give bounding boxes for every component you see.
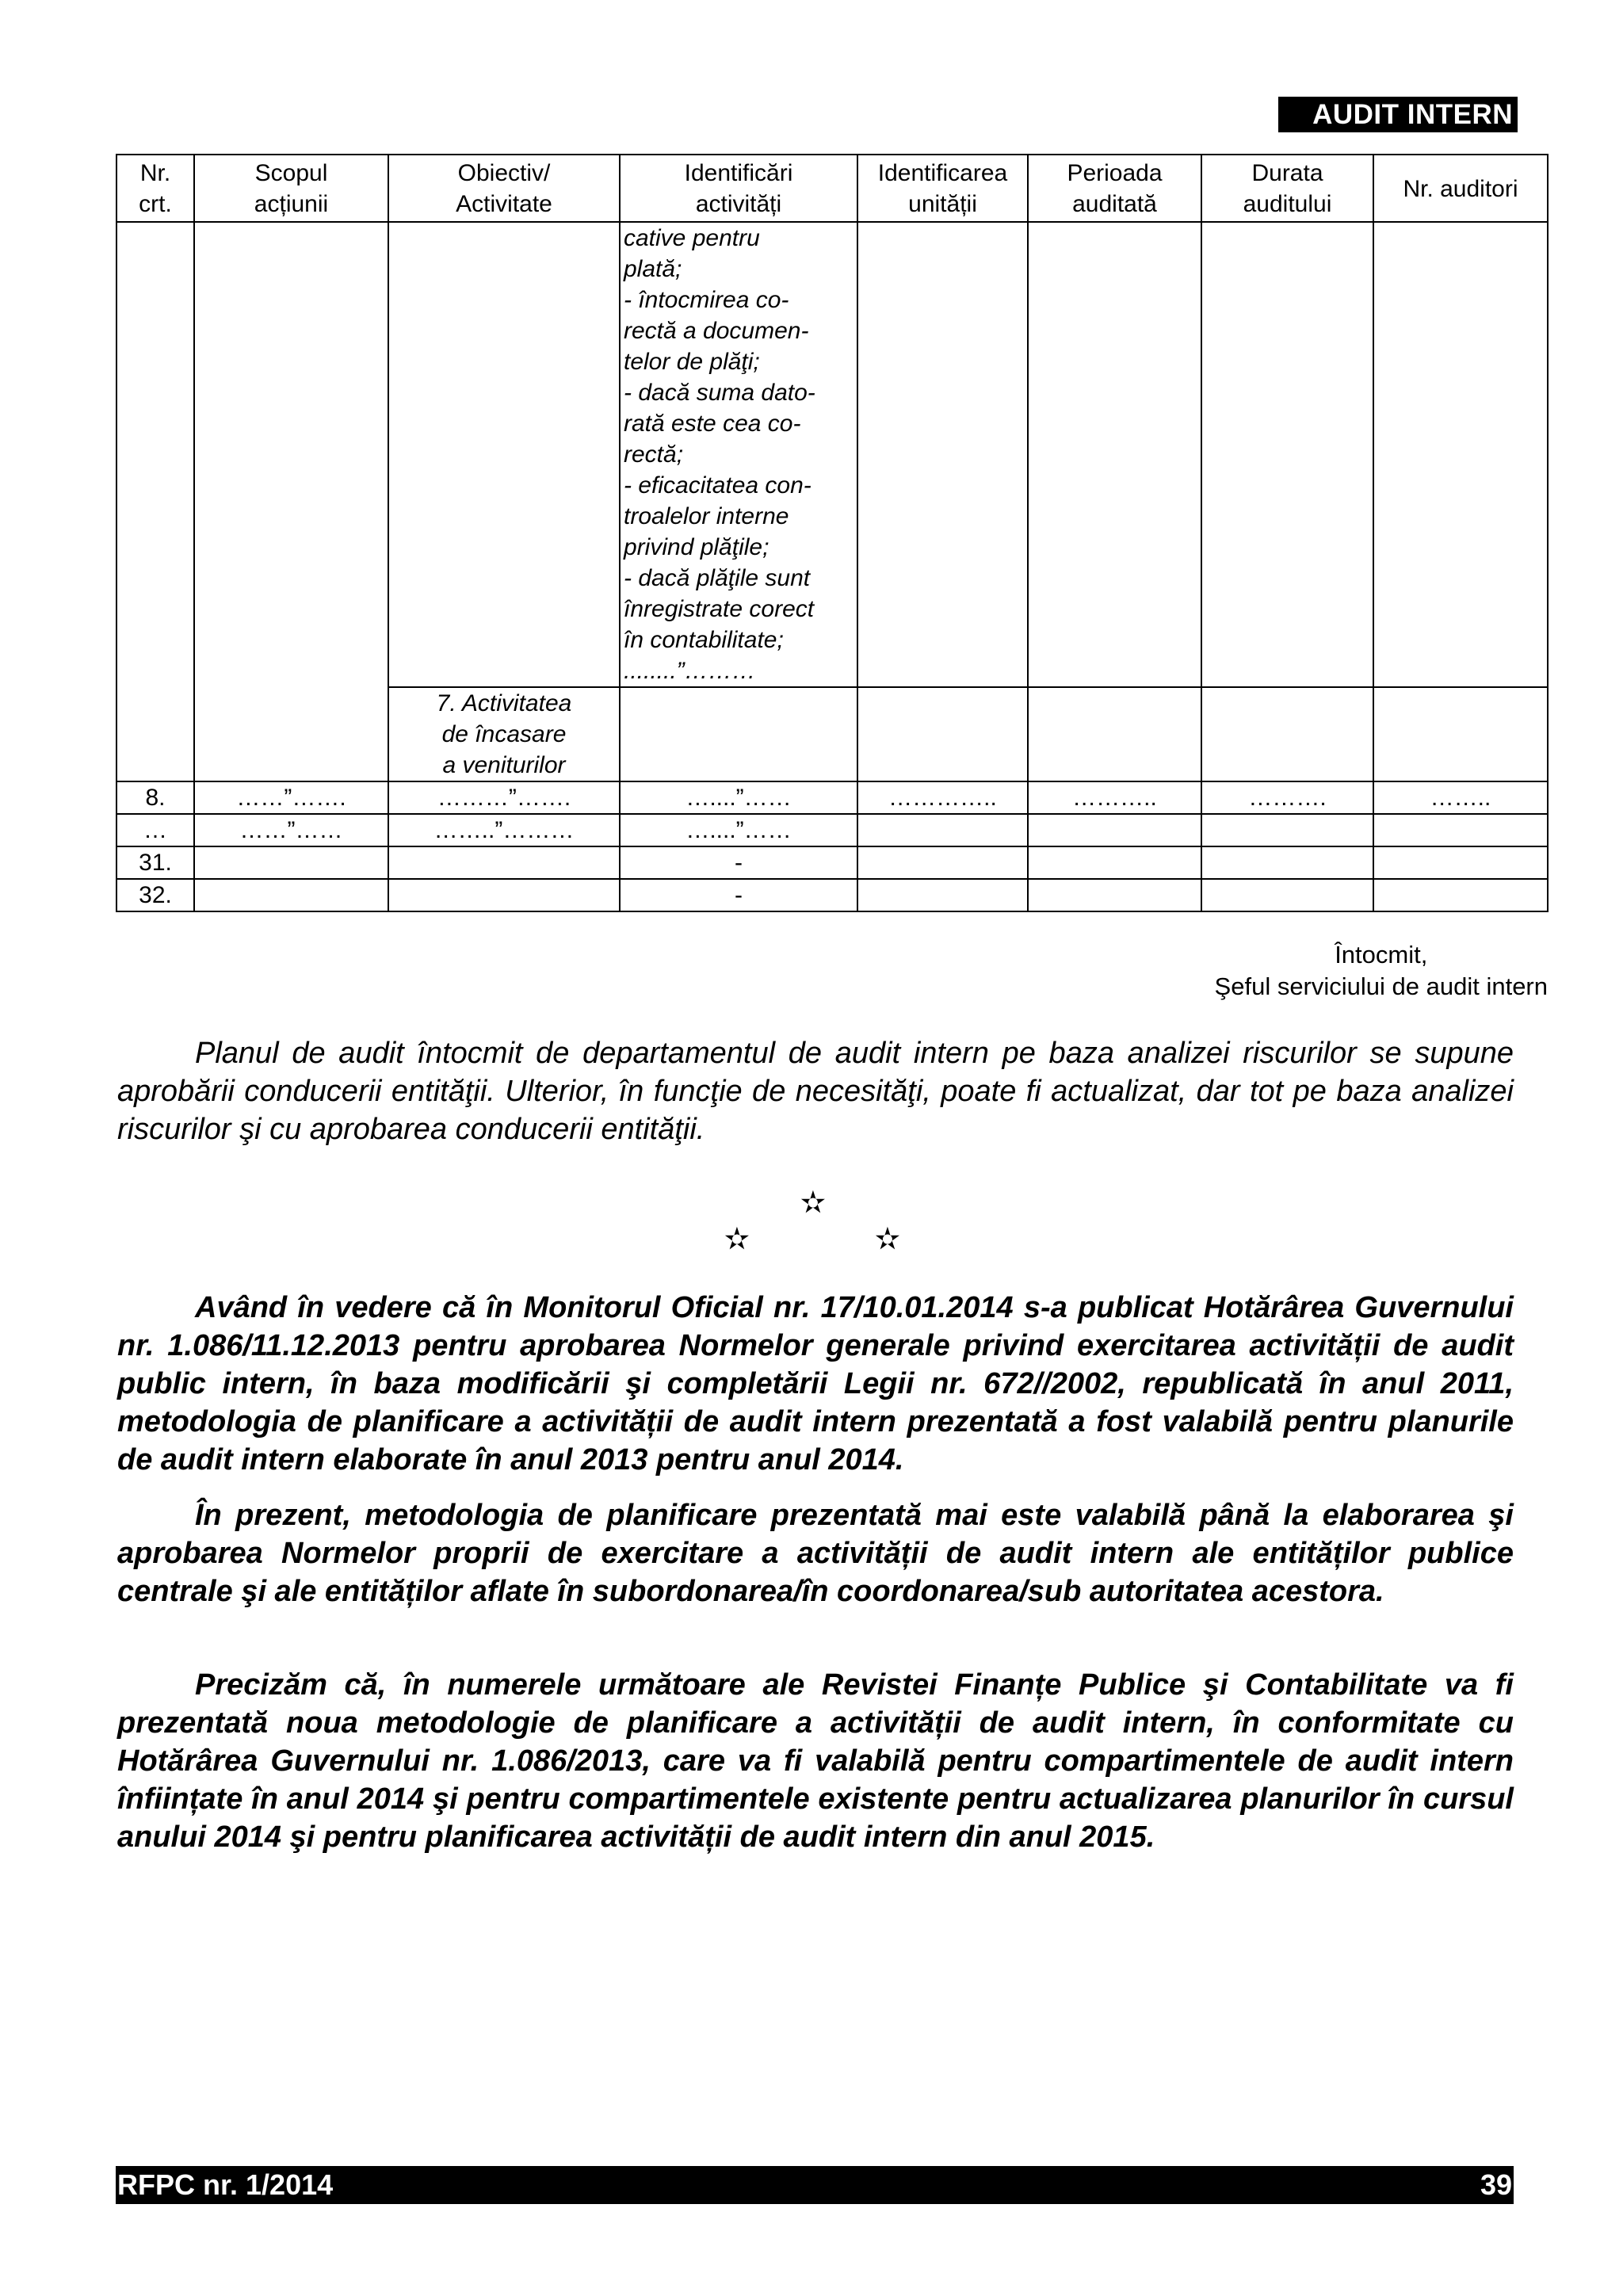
table-row	[116, 846, 1548, 879]
table-cell: -	[620, 846, 857, 879]
signature-intocmit: Întocmit,	[1335, 941, 1428, 968]
activity-7-line: 7. Activitatea	[436, 690, 572, 716]
table-cell	[1201, 687, 1373, 781]
header-durata-auditului: Durata auditului	[1201, 155, 1373, 222]
paragraph-precizam: Precizăm că, în numerele următoare ale Revistei Finanțe Publice şi Contabilitate va fi prezentată noua metodologie de planificare a activității de audit intern, în conformitate cu Hotărârea Guvernului nr. 1.086/2013, care va fi valabilă pentru compartimentele de audit intern înființate în anul 2014 şi pentru compartimentele existente pentru actualizarea planurilor în cursul anului 2014 şi pentru planificarea activității de audit intern din anul 2015.	[117, 1668, 1514, 1854]
table-cell	[1028, 846, 1201, 879]
table-cell: ………”…….	[388, 781, 620, 814]
table-cell	[1201, 879, 1373, 911]
table-cell	[388, 222, 620, 687]
table-cell: -	[620, 879, 857, 911]
star-icon: ✫	[800, 1186, 826, 1220]
footer-bar	[116, 2166, 1514, 2204]
signature-block	[1215, 939, 1548, 1003]
table-cell	[194, 222, 388, 781]
activity-line: - eficacitatea con-	[624, 472, 812, 499]
table-cell: ……”……	[194, 814, 388, 846]
activity-7-line: a veniturilor	[442, 752, 566, 778]
activity-line: rată este cea co-	[624, 411, 801, 437]
header-perioada-auditata: Perioada auditată	[1028, 155, 1201, 222]
activity-line: rectă a documen-	[624, 318, 809, 344]
table-row	[116, 879, 1548, 911]
header-identificarea-unitatii: Identificarea unității	[857, 155, 1028, 222]
header-scopul-actiunii: Scopul acțiunii	[194, 155, 388, 222]
activity-line: plată;	[624, 256, 682, 282]
header-nr-auditori: Nr. auditori	[1373, 155, 1548, 222]
table-cell	[1028, 222, 1201, 687]
table-cell	[620, 687, 857, 781]
table-row	[116, 814, 1548, 846]
star-icon: ✫	[724, 1223, 750, 1256]
table-cell	[857, 814, 1028, 846]
audit-plan-note: Planul de audit întocmit de departamentul de audit intern pe baza analizei riscurilor se supune aprobării conducerii entităţii. Ulterior, în funcţie de necesităţi, poate fi actualizat, dar tot pe baza analizei riscurilor şi cu aprobarea conducerii entităţii.	[117, 1037, 1514, 1146]
activity-line: rectă;	[624, 441, 684, 468]
section-tag: AUDIT INTERN	[1278, 97, 1518, 132]
table-cell	[857, 879, 1028, 911]
table-cell	[1028, 814, 1201, 846]
table-cell: …....”……	[620, 781, 857, 814]
table-cell: 32.	[116, 879, 194, 911]
table-cell	[1373, 879, 1548, 911]
activity-line: - dacă suma dato-	[624, 380, 815, 406]
table-cell	[1373, 687, 1548, 781]
table-cell	[1373, 814, 1548, 846]
activity-line: înregistrate corect	[624, 596, 815, 622]
table-cell	[1201, 814, 1373, 846]
table-cell	[388, 879, 620, 911]
table-cell: 8.	[116, 781, 194, 814]
header-identificari-activitati: Identificări activități	[620, 155, 857, 222]
table-cell	[857, 846, 1028, 879]
table-cell	[388, 846, 620, 879]
table-cell: ……..”………	[388, 814, 620, 846]
activity-line: - întocmirea co-	[624, 287, 789, 313]
activity-line: - dacă plăţile sunt	[624, 565, 811, 591]
table-cell: ……”…….	[194, 781, 388, 814]
table-cell	[116, 222, 194, 781]
activity-line: troalelor interne	[624, 503, 789, 529]
activity-line: telor de plăţi;	[624, 349, 760, 375]
table-cell	[194, 846, 388, 879]
table-cell	[857, 687, 1028, 781]
table-cell: 31.	[116, 846, 194, 879]
paragraph-monitorul-oficial: Având în vedere că în Monitorul Oficial nr. 17/10.01.2014 s-a publicat Hotărârea Guvernului nr. 1.086/11.12.2013 pentru aprobarea Normelor generale privind exercitarea activității de audit public intern, în baza modificării şi completării Legii nr. 672//2002, republicată în anul 2011, metodologia de planificare a activității de audit intern prezentată a fost valabilă pentru planurile de audit intern elaborate în anul 2013 pentru anul 2014.	[117, 1291, 1514, 1477]
table-cell	[857, 222, 1028, 687]
table-cell: …....”……	[620, 814, 857, 846]
table-cell	[1028, 687, 1201, 781]
continued-activities-cell	[620, 222, 857, 687]
table-cell: ………..	[1028, 781, 1201, 814]
activity-line: în contabilitate;	[624, 627, 784, 653]
table-row	[116, 222, 1548, 687]
activity-line: cative pentru	[624, 225, 760, 251]
paragraph-in-prezent: În prezent, metodologia de planificare prezentată mai este valabilă până la elaborarea şi aprobarea Normelor proprii de exercitare a activității de audit intern ale entităților publice centrale şi ale entităților aflate în subordonarea/în coordonarea/sub autoritatea acestora.	[117, 1499, 1514, 1608]
table-cell	[1201, 846, 1373, 879]
audit-plan-table	[116, 154, 1549, 912]
table-row	[116, 781, 1548, 814]
journal-issue: RFPC nr. 1/2014	[117, 2168, 334, 2201]
table-cell	[1373, 846, 1548, 879]
activity-7-cell	[388, 687, 620, 781]
table-cell: ……..	[1373, 781, 1548, 814]
table-cell: ……….	[1201, 781, 1373, 814]
table-cell	[1028, 879, 1201, 911]
star-icon: ✫	[875, 1223, 900, 1256]
header-nr-crt: Nr. crt.	[116, 155, 194, 222]
activity-7-line: de încasare	[441, 721, 567, 747]
table-cell	[1201, 222, 1373, 687]
table-cell	[194, 879, 388, 911]
signature-title: Şeful serviciului de audit intern	[1214, 972, 1548, 1000]
page-number: 39	[1480, 2168, 1512, 2201]
table-cell	[1373, 222, 1548, 687]
activity-line: privind plăţile;	[624, 534, 769, 560]
activity-line: ........”………	[624, 658, 756, 684]
table-cell: …………..	[857, 781, 1028, 814]
table-header-row	[116, 155, 1548, 222]
table-cell: …	[116, 814, 194, 846]
header-obiectiv-activitate: Obiectiv/ Activitate	[388, 155, 620, 222]
section-separator	[0, 1187, 1623, 1259]
